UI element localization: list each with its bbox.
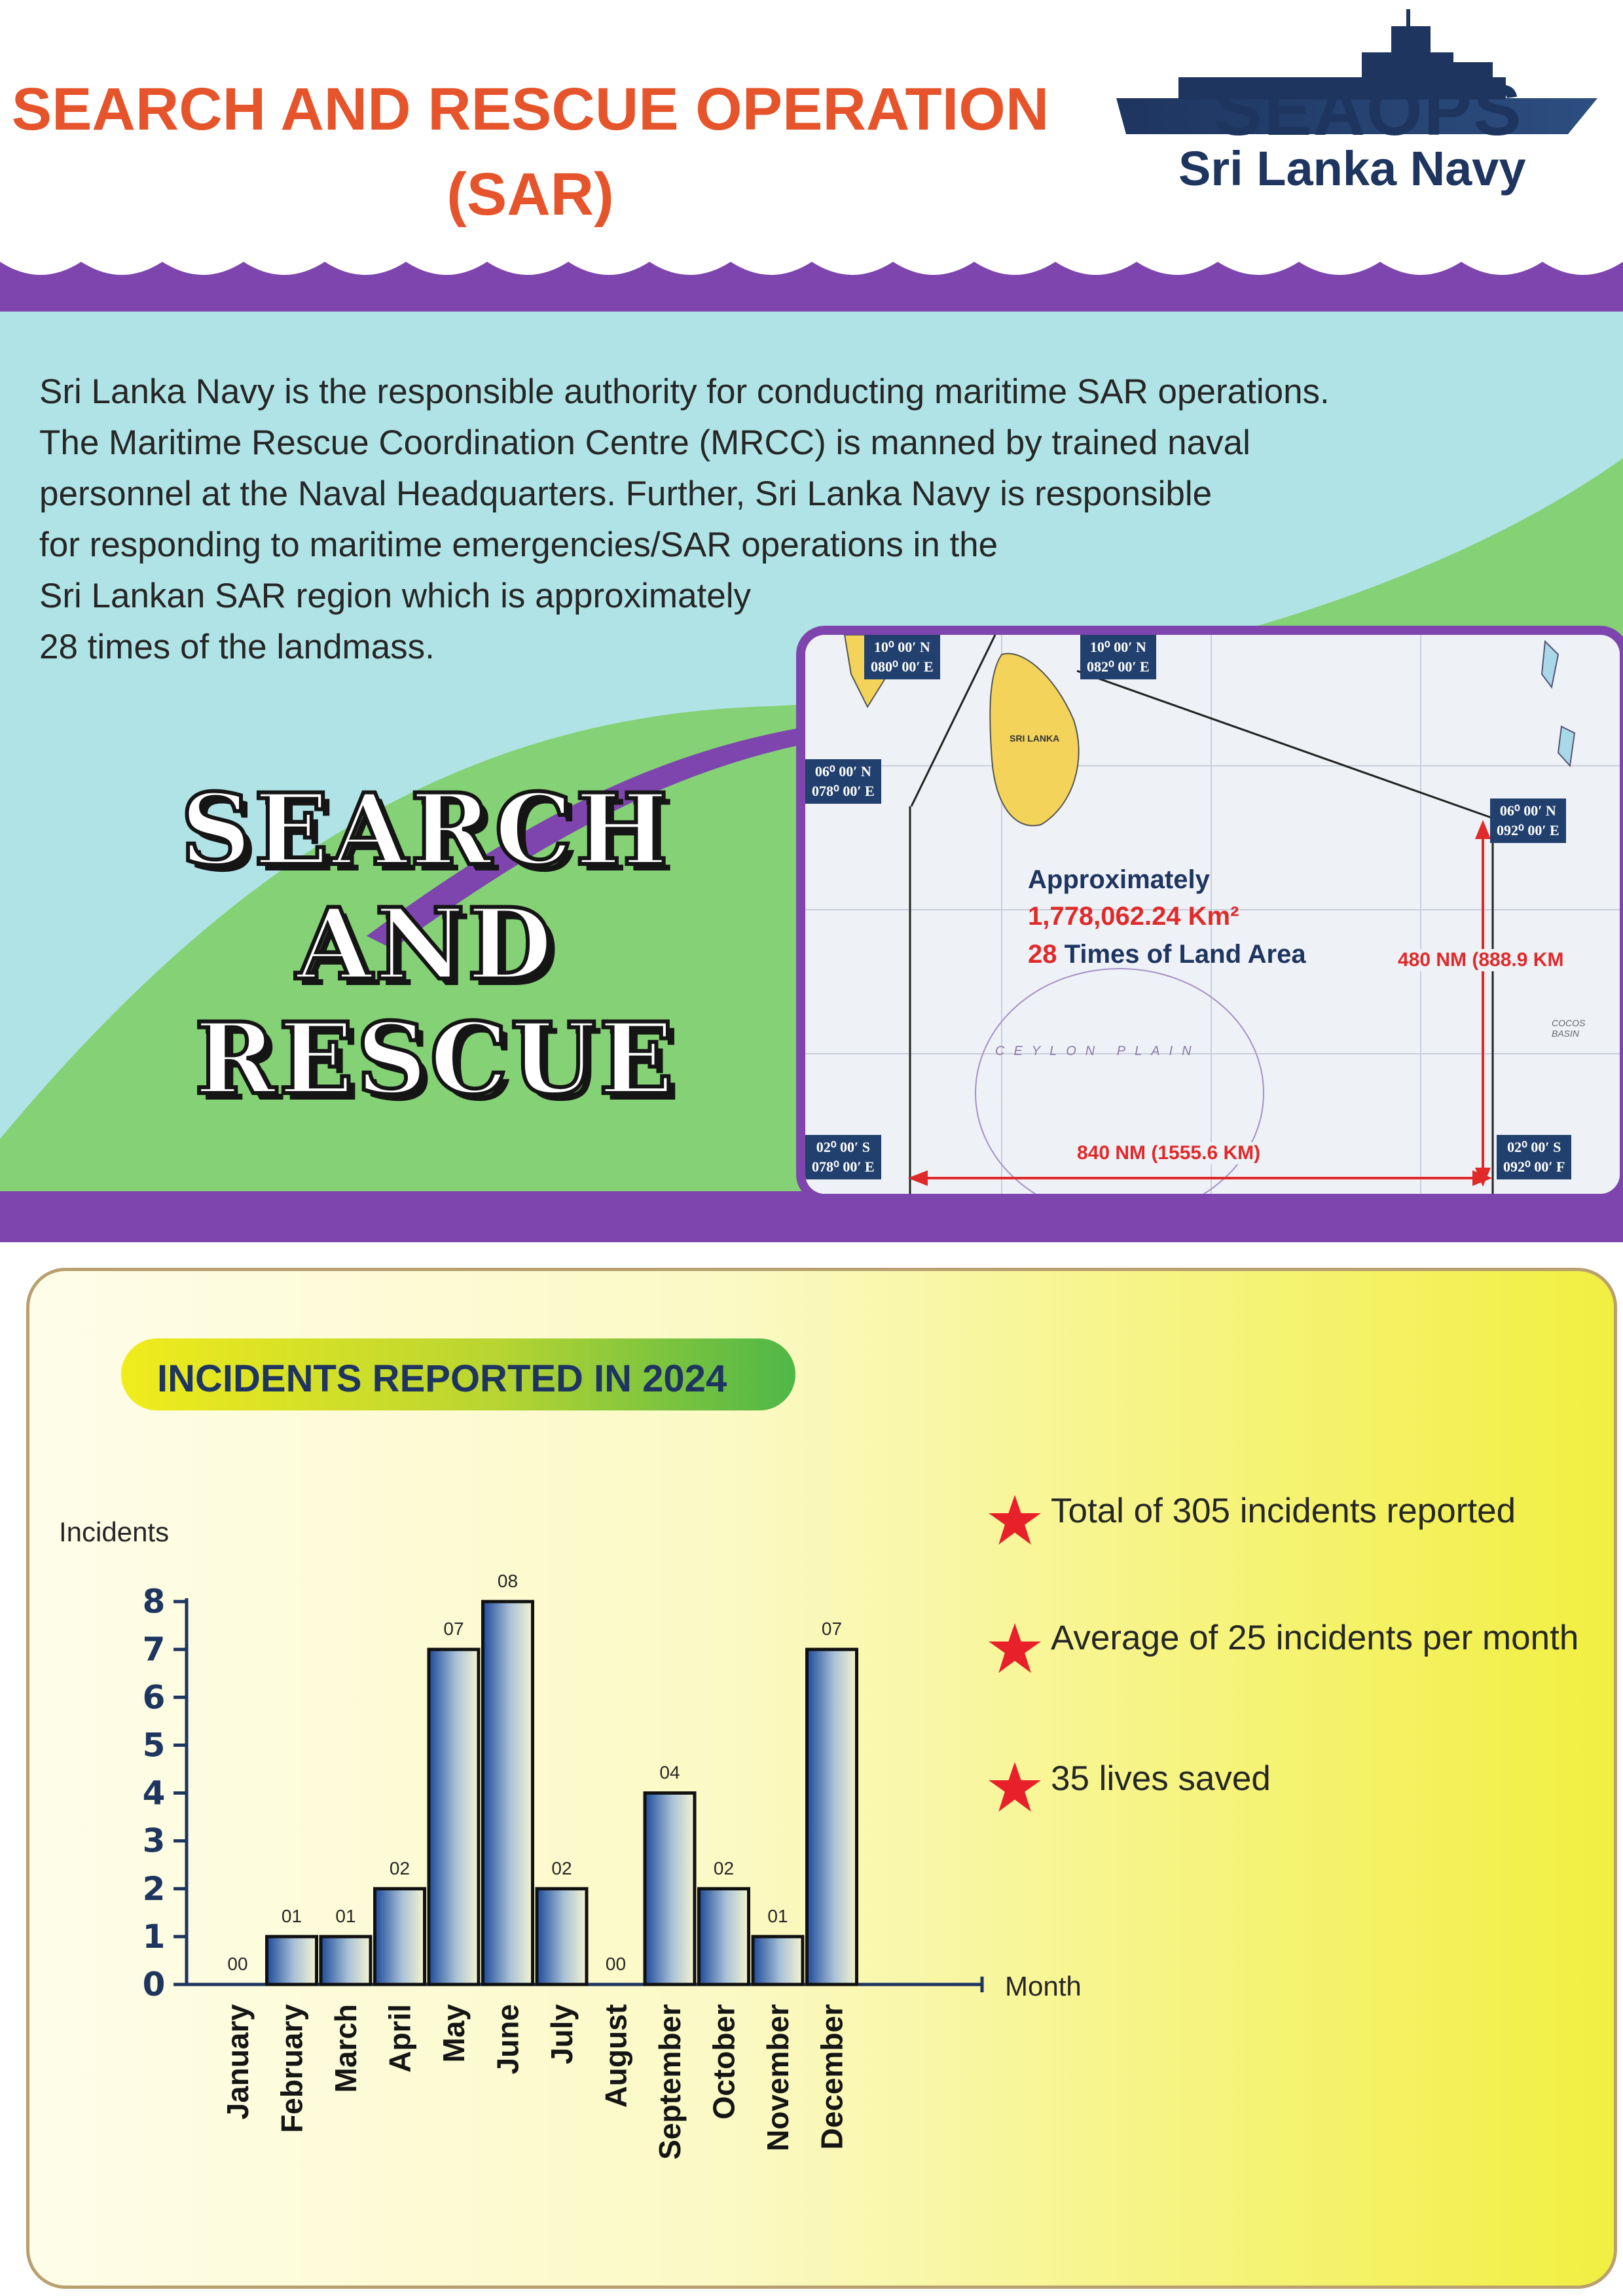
section-title: INCIDENTS REPORTED IN 2024: [157, 1357, 727, 1400]
star-icon: [989, 1762, 1041, 1812]
bar-april: [375, 1889, 425, 1984]
y-axis-title: Incidents: [59, 1516, 170, 1547]
banner-word-and: AND: [296, 887, 555, 1002]
x-tick-label: January: [221, 2004, 255, 2120]
map-height-label: 480 NM (888.9 KM: [1398, 949, 1564, 971]
map-area-label: Approximately: [1028, 865, 1210, 894]
stat-lives-saved: 35 lives saved: [1051, 1759, 1271, 1798]
coord-box-top-mid: 10⁰ 00′ N 082⁰ 00′ E: [1080, 635, 1156, 679]
intro-line: personnel at the Naval Headquarters. Further, Sri Lanka Navy is responsible: [39, 475, 1213, 513]
x-tick-label: December: [814, 2004, 849, 2150]
coord-box-bottom-left: 02⁰ 00′ S 078⁰ 00′ E: [805, 1135, 881, 1179]
y-tick-label: 0: [142, 1965, 166, 2003]
y-tick-label: 4: [142, 1774, 166, 1812]
bar-november: [753, 1937, 803, 1984]
y-tick-label: 3: [142, 1821, 166, 1860]
x-axis-title: Month: [1005, 1971, 1082, 2001]
bar-december: [807, 1649, 857, 1984]
bar-september: [645, 1793, 695, 1985]
bar-data-label: 02: [713, 1857, 735, 1878]
sar-region-map: [796, 626, 1623, 1203]
x-tick-label: September: [653, 2004, 687, 2160]
y-tick-label: 5: [142, 1726, 166, 1765]
map-width-label: 840 NM (1555.6 KM): [1077, 1142, 1261, 1164]
map-land-label: SRI LANKA: [1010, 733, 1060, 744]
bar-may: [429, 1649, 479, 1984]
bar-march: [321, 1937, 371, 1984]
stat-average-incidents: Average of 25 incidents per month: [1051, 1619, 1579, 1657]
y-tick-label: 6: [142, 1678, 166, 1717]
bar-data-label: 07: [443, 1619, 464, 1640]
y-tick-label: 7: [142, 1630, 166, 1669]
x-tick-label: July: [545, 2004, 579, 2065]
intro-line: The Maritime Rescue Coordination Centre (MRCC) is manned by trained naval: [39, 423, 1250, 462]
page-subtitle: (SAR): [447, 161, 614, 228]
x-tick-label: August: [598, 2004, 633, 2108]
banner-word-search: SEARCH: [180, 772, 671, 888]
x-tick-label: June: [490, 2004, 525, 2075]
intro-line: 28 times of the landmass.: [39, 628, 435, 666]
coord-box-mid-left: 06⁰ 00′ N 078⁰ 00′ E: [805, 759, 881, 804]
logo-sri-lanka-navy-text: Sri Lanka Navy: [1178, 141, 1526, 196]
stat-total-incidents: Total of 305 incidents reported: [1051, 1492, 1516, 1530]
bar-data-label: 02: [551, 1857, 572, 1878]
logo-seaops-text: SEAOPS: [1214, 70, 1523, 151]
bar-data-label: 01: [281, 1905, 302, 1926]
page-title: SEARCH AND RESCUE OPERATION: [11, 76, 1049, 143]
map-cocos-label: COCOS BASIN: [1552, 1018, 1586, 1039]
bar-data-label: 01: [335, 1905, 356, 1926]
intro-line: Sri Lankan SAR region which is approximately: [39, 577, 752, 615]
coord-box-mid-right: 06⁰ 00′ N 092⁰ 00′ E: [1490, 798, 1566, 843]
incidents-panel: [26, 1268, 1617, 2289]
coord-box-bottom-right: 02⁰ 00′ S 092⁰ 00′ F: [1497, 1135, 1571, 1179]
x-tick-label: April: [382, 2004, 417, 2073]
bar-data-label: 00: [227, 1954, 248, 1974]
banner-word-rescue: RESCUE: [194, 1001, 676, 1117]
x-tick-label: March: [329, 2004, 363, 2093]
bar-data-label: 02: [389, 1857, 410, 1878]
bar-data-label: 07: [821, 1619, 843, 1640]
star-icon: [989, 1495, 1041, 1545]
x-tick-label: February: [274, 2004, 309, 2133]
y-tick-label: 8: [142, 1583, 166, 1621]
bar-data-label: 00: [605, 1954, 627, 1974]
star-icon: [989, 1623, 1041, 1673]
incidents-bar-chart: [29, 1271, 1614, 2286]
y-tick-label: 1: [142, 1917, 166, 1956]
x-tick-label: November: [761, 2004, 795, 2151]
map-area-value: 1,778,062.24 Km²: [1028, 902, 1239, 931]
bar-data-label: 01: [767, 1905, 788, 1926]
x-tick-label: October: [706, 2004, 741, 2120]
bar-data-label: 04: [659, 1762, 680, 1783]
top-wave-band: [0, 262, 1623, 312]
intro-line: for responding to maritime emergencies/SAR operations in the: [39, 526, 998, 564]
map-ocean-label: CEYLON PLAIN: [995, 1044, 1201, 1058]
bar-october: [699, 1889, 749, 1984]
bar-february: [267, 1937, 317, 1984]
x-tick-label: May: [437, 2004, 471, 2063]
intro-line: Sri Lanka Navy is the responsible authority for conducting maritime SAR operations.: [39, 372, 1330, 411]
bar-june: [483, 1602, 533, 1984]
map-times-land: 28 Times of Land Area: [1028, 940, 1306, 969]
bar-data-label: 08: [497, 1571, 519, 1591]
coord-box-top-left: 10⁰ 00′ N 080⁰ 00′ E: [864, 635, 940, 679]
y-tick-label: 2: [142, 1869, 166, 1908]
bar-july: [537, 1889, 587, 1984]
